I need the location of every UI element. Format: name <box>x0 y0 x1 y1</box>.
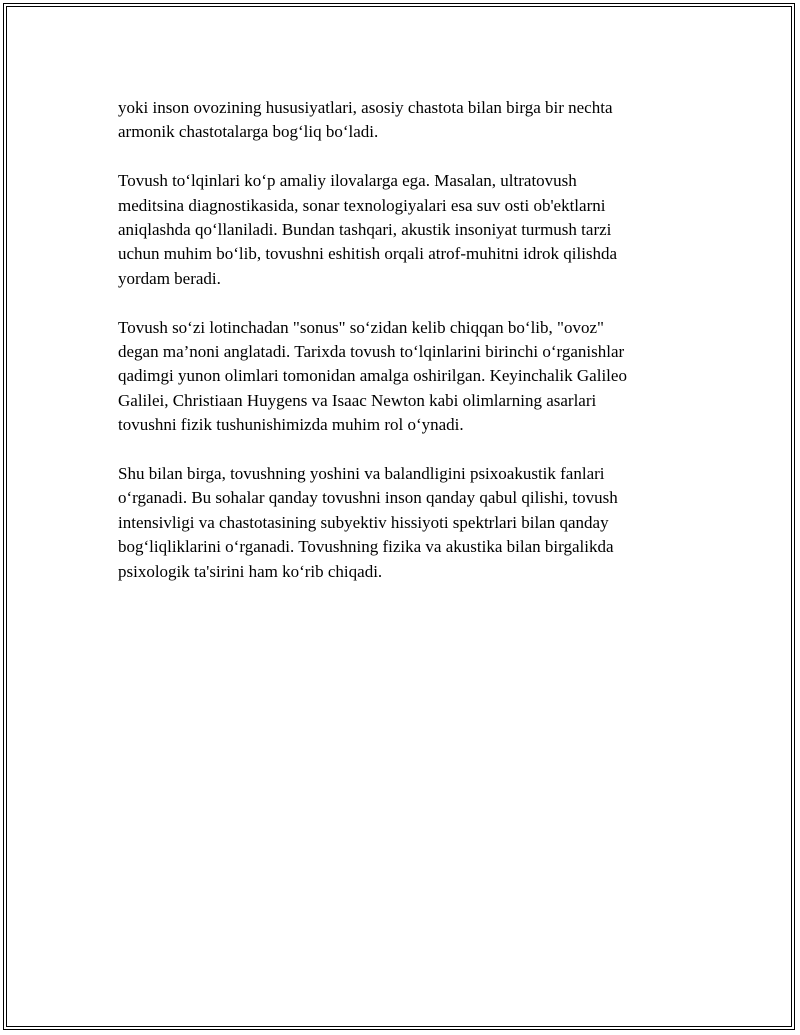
text-line: yordam beradi. <box>118 268 221 288</box>
text-line: yoki inson ovozining hususiyatlari, asosiy chastota bilan birga bir nechta <box>118 98 613 117</box>
text-line: uchun muhim bo‘lib, tovushni eshitish orqali atrof-muhitni idrok qilishda <box>118 244 618 264</box>
document-body <box>118 96 688 608</box>
paragraph-1 <box>118 96 688 145</box>
text-line: Tovush to‘lqinlari ko‘p amaliy ilovalarga ega. Masalan, ultratovush <box>118 171 577 191</box>
text-line: aniqlashda qo‘llaniladi. Bundan tashqari, akustik insoniyat turmush tarzi <box>118 220 612 240</box>
text-line: o‘rganadi. Bu sohalar qanday tovushni inson qanday qabul qilishi, tovush <box>118 488 618 508</box>
text-line: qadimgi yunon olimlari tomonidan amalga oshirilgan. Keyinchalik Galileo <box>118 366 627 386</box>
text-line: meditsina diagnostikasida, sonar texnologiyalari esa suv osti ob'ektlarni <box>118 195 606 215</box>
text-line: psixologik ta'sirini ham ko‘rib chiqadi. <box>118 561 383 581</box>
text-line: tovushni fizik tushunishimizda muhim rol o‘ynadi. <box>118 415 464 435</box>
text-line: Tovush so‘zi lotinchadan "sonus" so‘zidan kelib chiqqan bo‘lib, "ovoz" <box>118 317 604 337</box>
document-page <box>3 3 795 1030</box>
paragraph-3 <box>118 316 688 438</box>
text-line: bog‘liqliklarini o‘rganadi. Tovushning fizika va akustika bilan birgalikda <box>118 537 614 557</box>
text-line: intensivligi va chastotasining subyektiv hissiyoti spektrlari bilan qanday <box>118 512 609 532</box>
text-line: Galilei, Christiaan Huygens va Isaac Newton kabi olimlarning asarlari <box>118 390 597 410</box>
paragraph-4 <box>118 462 688 584</box>
text-line: Shu bilan birga, tovushning yoshini va balandligini psixoakustik fanlari <box>118 464 605 484</box>
text-line: armonik chastotalarga bog‘liq bo‘ladi. <box>118 122 379 142</box>
text-line: degan ma’noni anglatadi. Tarixda tovush to‘lqinlarini birinchi o‘rganishlar <box>118 342 625 362</box>
paragraph-2 <box>118 169 688 291</box>
